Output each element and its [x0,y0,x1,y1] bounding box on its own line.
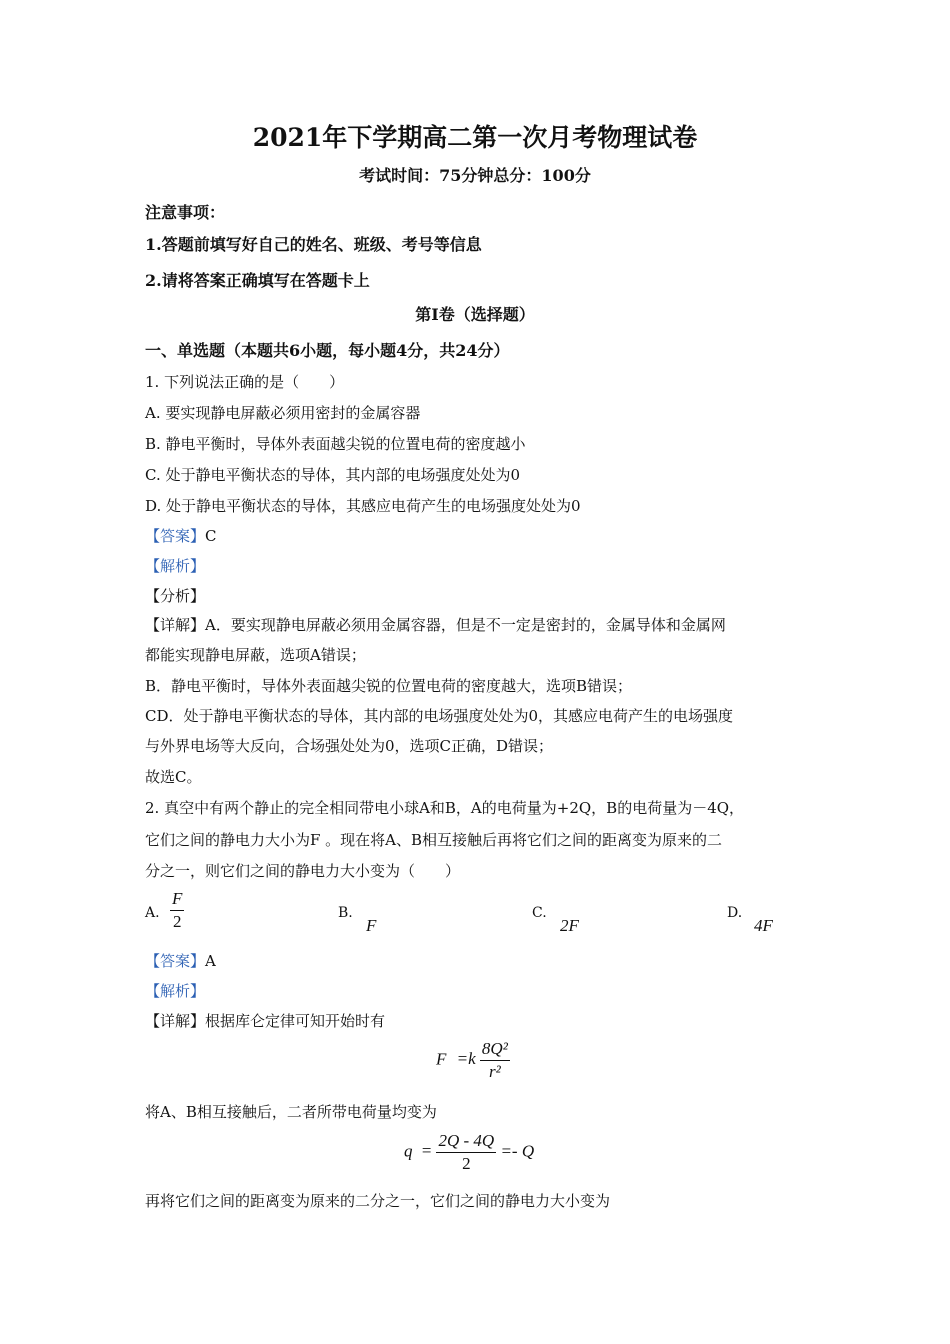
fraction-numerator: F [170,888,184,911]
equation-equals: =k [456,1049,476,1069]
exam-info: 考试时间：75分钟总分：100分 [359,166,591,185]
equation-lhs: q [404,1141,413,1161]
option-a-label: A. [145,905,160,921]
page-title: 2021年下学期高二第一次月考物理试卷 [252,123,698,152]
answer-value: C [205,527,217,545]
fraction-denominator: r² [489,1062,501,1081]
question-1-option-d: D. 处于静电平衡状态的导体，其感应电荷产生的电场强度处处为0 [145,497,581,515]
equation-lhs: F [436,1049,447,1069]
analysis-tag: 【解析】 [145,982,206,1000]
detail-text: 与外界电场等大反向，合场强处处为0，选项C正确，D错误； [145,737,554,755]
option-c-label: C. [532,905,547,921]
fraction-numerator: 2Q - 4Q [436,1130,496,1153]
equation-rhs: =- Q [500,1141,535,1161]
equation-charge [404,1130,534,1175]
fraction-denominator: 2 [462,1154,471,1173]
option-c-value: 2F [560,916,579,935]
option-b-label: B. [338,905,353,921]
answer-tag: 【答案】 [145,952,206,970]
equation-equals: = [420,1141,433,1161]
question-1-option-b: B. 静电平衡时，导体外表面越尖锐的位置电荷的密度越小 [145,435,526,453]
detail-text: 将A、B相互接触后，二者所带电荷量均变为 [145,1103,437,1121]
question-2-stem: 它们之间的静电力大小为F 。现在将A、B相互接触后再将它们之间的距离变为原来的二 [145,831,723,849]
fraction-numerator: 8Q² [480,1038,510,1061]
equation-coulomb [436,1038,510,1083]
detail-text: 都能实现静电屏蔽，选项A错误； [145,646,366,664]
question-1-stem: 1. 下列说法正确的是（ ） [145,373,345,391]
notes-heading: 注意事项： [145,203,226,222]
detail-text: 根据库仑定律可知开始时有 [205,1012,386,1030]
section-title: 第I卷（选择题） [415,305,535,324]
analysis-tag: 【解析】 [145,557,206,575]
detail-text: 再将它们之间的距离变为原来的二分之一，它们之间的静电力大小变为 [145,1192,611,1210]
question-1-answer [145,525,217,546]
question-2-answer [145,950,216,971]
question-1-detail [145,614,726,635]
detail-tag: 【详解】 [145,616,206,634]
question-2-detail [145,1010,385,1031]
question-1-option-c: C. 处于静电平衡状态的导体，其内部的电场强度处处为0 [145,466,521,484]
note-item: 1.答题前填写好自己的姓名、班级、考号等信息 [145,235,482,254]
answer-tag: 【答案】 [145,527,206,545]
detail-tag: 【详解】 [145,1012,206,1030]
part-heading: 一、单选题（本题共6小题，每小题4分，共24分） [145,341,510,360]
option-b-value: F [366,916,377,935]
detail-text: CD．处于静电平衡状态的导体，其内部的电场强度处处为0，其感应电荷产生的电场强度 [145,707,734,725]
option-a-fraction [170,888,184,933]
option-d-label: D. [727,905,743,921]
question-2-stem: 分之一，则它们之间的静电力大小变为（ ） [145,862,461,880]
fraction-denominator: 2 [172,912,182,931]
note-item: 2.请将答案正确填写在答题卡上 [145,271,370,290]
fenxi-tag: 【分析】 [145,587,206,605]
detail-text: 故选C。 [145,768,202,786]
detail-text: B．静电平衡时，导体外表面越尖锐的位置电荷的密度越大，选项B错误； [145,677,633,695]
detail-text: A．要实现静电屏蔽必须用金属容器，但是不一定是密封的，金属导体和金属网 [205,616,726,634]
question-2-stem: 2. 真空中有两个静止的完全相同带电小球A和B，A的电荷量为+2Q，B的电荷量为－4Q， [145,799,745,817]
option-d-value: 4F [754,916,773,935]
question-1-option-a: A. 要实现静电屏蔽必须用密封的金属容器 [145,404,421,422]
answer-value: A [205,952,216,970]
